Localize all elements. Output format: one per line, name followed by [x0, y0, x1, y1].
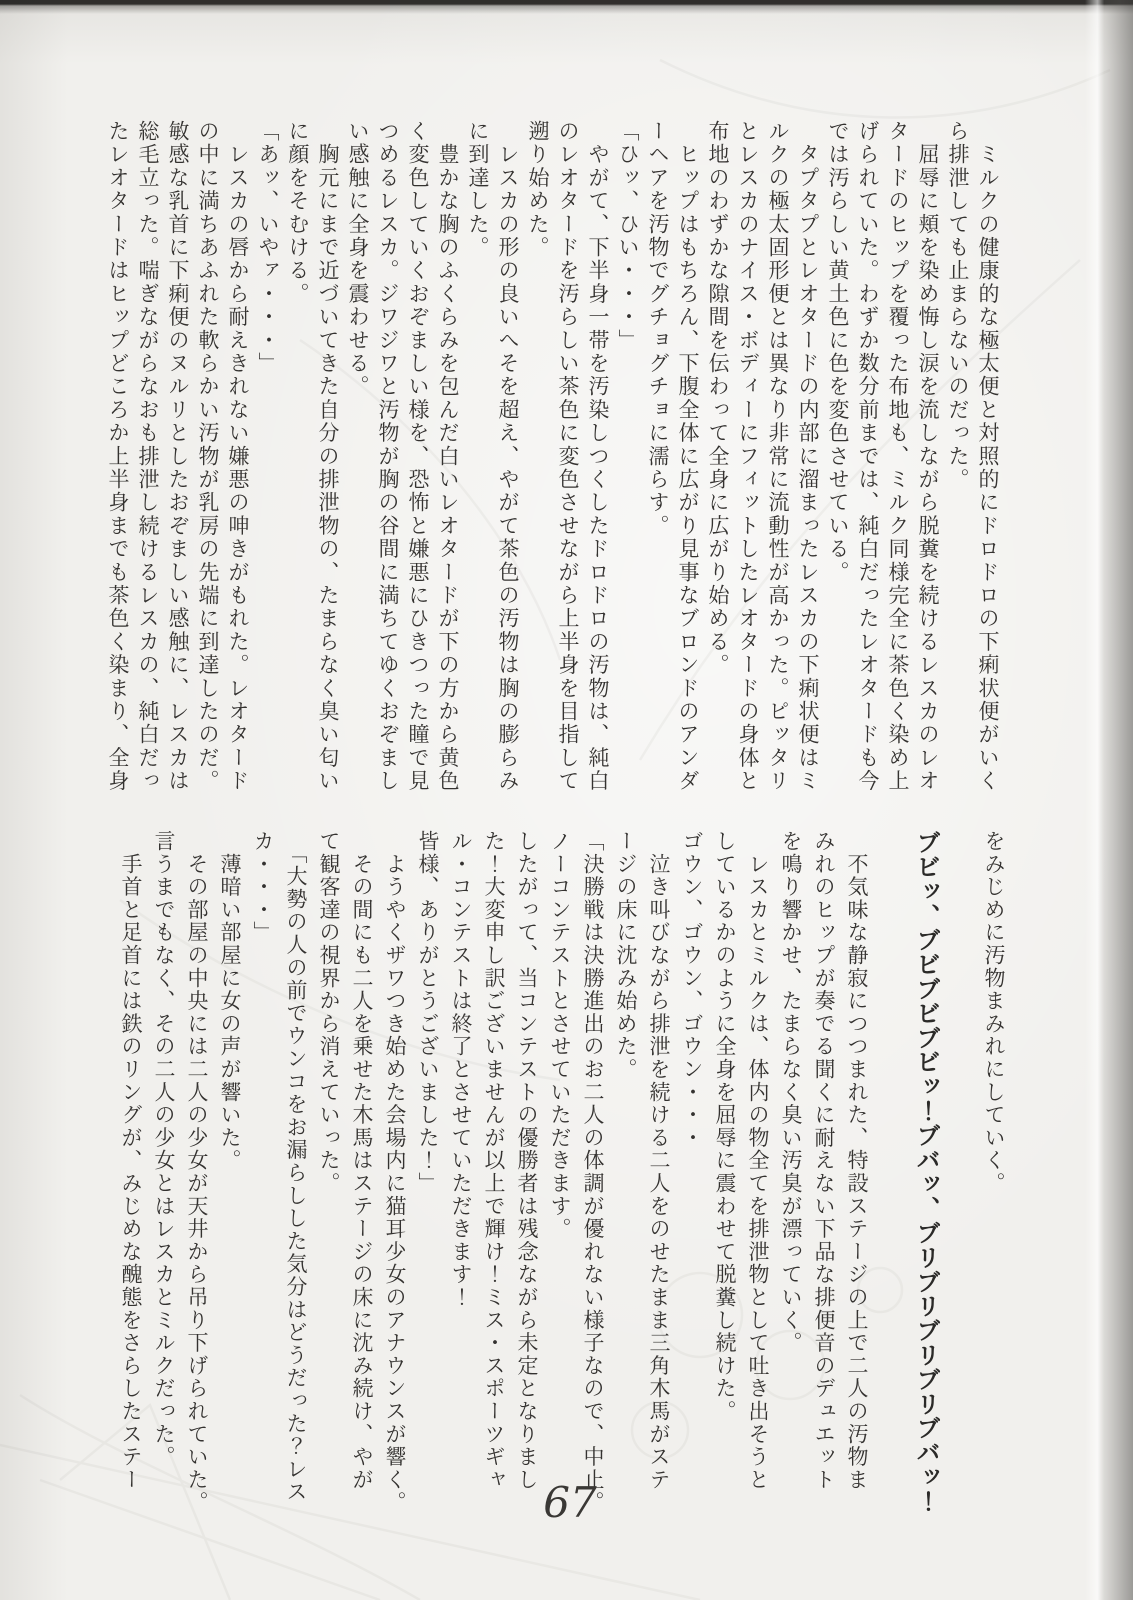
page-number: 67 — [543, 1478, 597, 1527]
text-column: その間にも二人を乗せた木馬はステージの床に沈み続け、やが — [350, 830, 374, 1492]
text-column: た！大変申し訳ございませんが以上で輝け！ミス・スポーツギャ — [482, 830, 506, 1492]
text-column: 泣き叫びながら排泄を続ける二人をのせたまま三角木馬がステ — [647, 830, 671, 1492]
text-column: カ・・・」 — [251, 830, 275, 944]
text-column: 遡り始めた。 — [526, 120, 550, 260]
text-column: タードのヒップを覆った布地も、ミルク同様完全に茶色く染め上 — [886, 120, 910, 793]
text-column: のレオタードを汚らしい茶色に変色させながら上半身を目指して — [556, 120, 580, 793]
text-column: を鳴り響かせ、たまらなく臭い汚臭が漂っていく。 — [779, 830, 803, 1355]
text-column: 「決勝戦は決勝進出のお二人の体調が優れない様子なので、中止。 — [581, 830, 605, 1514]
text-column: ゴウン、ゴウン、ゴウン・・・ — [680, 830, 704, 1150]
text-column: やがて、下半身一帯を汚染しつくしたドロドロの汚物は、純白 — [586, 120, 610, 793]
sfx-text-column: ブビッ、ブビブビブビッ！ブバッ、ブリブリブリブリブバッ！ — [912, 830, 938, 1514]
text-column: ージの床に沈み始めた。 — [614, 830, 638, 1081]
text-column: タプタプとレオタードの内部に溜まったレスカの下痢状便はミ — [796, 120, 820, 793]
text-column: では汚らしい黄土色に色を変色させている。 — [826, 120, 850, 584]
text-column: その部屋の中央には二人の少女が天井から吊り下げられていた。 — [185, 830, 209, 1514]
text-column: とレスカのナイス・ボディーにフィットしたレオタードの身体と — [736, 120, 760, 793]
text-column: 屈辱に頬を染め悔し涙を流しながら脱糞を続けるレスカのレオ — [916, 120, 940, 793]
text-column: 布地のわずかな隙間を伝わって全身に広がり始める。 — [706, 120, 730, 677]
text-column: ルクの極太固形便とは異なり非常に流動性が高かった。ピッタリ — [766, 120, 790, 793]
text-column: ようやくザワつき始めた会場内に猫耳少女のアナウンスが響く。 — [383, 830, 407, 1514]
text-column: したがって、当コンテストの優勝者は残念ながら未定となりまし — [515, 830, 539, 1492]
text-column: つめるレスカ。ジワジワと汚物が胸の谷間に満ちてゆくおぞまし — [376, 120, 400, 793]
lower-text-block — [119, 830, 1010, 1525]
text-column: レスカとミルクは、体内の物全てを排泄物として吐き出そうと — [746, 830, 770, 1492]
text-column: に到達した。 — [466, 120, 490, 260]
text-column: レスカの形の良いへそを超え、やがて茶色の汚物は胸の膨らみ — [496, 120, 520, 793]
text-column: げられていた。わずか数分前までは、純白だったレオタードも今 — [856, 120, 880, 793]
text-column: をみじめに汚物まみれにしていく。 — [982, 830, 1006, 1195]
text-column: ヒップはもちろん、下腹全体に広がり見事なブロンドのアンダ — [676, 120, 700, 793]
scan-edge-shadow — [0, 0, 1133, 14]
text-column: 皆様、ありがとうございました！」 — [416, 830, 440, 1195]
text-column: 「大勢の人の前でウンコをお漏らしした気分はどうだった？レス — [284, 830, 308, 1504]
text-column: 胸元にまで近づいてきた自分の排泄物の、たまらなく臭い匂い — [316, 120, 340, 793]
text-column: ーヘアを汚物でグチョグチョに濡らす。 — [646, 120, 670, 538]
upper-text-block — [103, 120, 1003, 810]
text-column: い感触に全身を震わせる。 — [346, 120, 370, 399]
text-column: 言うまでもなく、その二人の少女とはレスカとミルクだった。 — [152, 830, 176, 1469]
text-column: く変色していくおぞましい様を、恐怖と嫌悪にひきつった瞳で見 — [406, 120, 430, 793]
text-column: 総毛立った。喘ぎながらなおも排泄し続けるレスカの、純白だっ — [136, 120, 160, 793]
text-column: 「あッ、いやァ・・・」 — [256, 120, 280, 376]
text-column: たレオタードはヒップどころか上半身までも茶色く染まり、全身 — [106, 120, 130, 793]
text-column: レスカの唇から耐えきれない嫌悪の呻きがもれた。レオタード — [226, 120, 250, 793]
text-column: しているかのように全身を屈辱に震わせて脱糞し続けた。 — [713, 830, 737, 1423]
text-column: 敏感な乳首に下痢便のヌルリとしたおぞましい感触に、レスカは — [166, 120, 190, 793]
text-column: 「ひッ、ひい・・・」 — [616, 120, 640, 352]
text-column: 豊かな胸のふくらみを包んだ白いレオタードが下の方から黄色 — [436, 120, 460, 793]
text-column: て観客達の視界から消えていった。 — [317, 830, 341, 1195]
text-column: 不気味な静寂につつまれた、特設ステージの上で二人の汚物ま — [845, 830, 869, 1492]
text-column: 薄暗い部屋に女の声が響いた。 — [218, 830, 242, 1172]
text-column: 手首と足首には鉄のリングが、みじめな醜態をさらしたステー — [119, 830, 143, 1492]
text-column: に顔をそむける。 — [286, 120, 310, 306]
text-column: ノーコンテストとさせていただきます。 — [548, 830, 572, 1241]
page-curl-shadow — [1085, 0, 1133, 1600]
text-column: みれのヒップが奏でる聞くに耐えない下品な排便音のデュエット — [812, 830, 836, 1492]
text-column: ル・コンテストは終了とさせていただきます！ — [449, 830, 473, 1309]
text-column: の中に満ちあふれた軟らかい汚物が乳房の先端に到達したのだ。 — [196, 120, 220, 793]
text-column: ら排泄しても止まらないのだった。 — [946, 120, 970, 492]
text-column: ミルクの健康的な極太便と対照的にドロドロの下痢状便がいく — [976, 120, 1000, 793]
